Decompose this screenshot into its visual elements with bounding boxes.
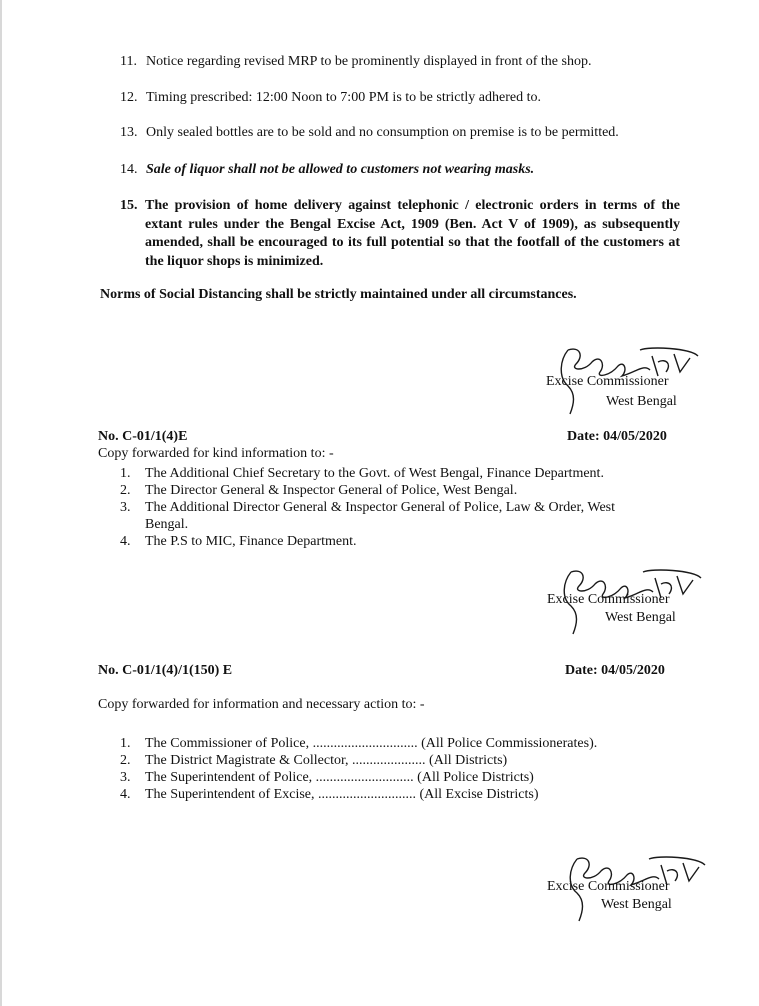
rule-number: 14. (120, 162, 138, 177)
memo-1-list (120, 465, 615, 550)
memo-2-list (120, 735, 597, 803)
list-item (120, 499, 615, 516)
list-number: 4. (120, 534, 131, 549)
signature-place: West Bengal (606, 394, 677, 409)
signature-designation: Excise Commissioner (547, 879, 670, 894)
list-text: Bengal. (145, 517, 189, 532)
rule-11 (120, 53, 591, 71)
rule-number: 11. (120, 54, 137, 69)
rule-13 (120, 124, 619, 142)
list-item (120, 786, 597, 803)
list-item (120, 769, 597, 786)
list-number: 3. (120, 770, 131, 785)
signature-designation: Excise Commissioner (547, 592, 670, 607)
list-item (120, 465, 615, 482)
rule-number: 13. (120, 125, 138, 140)
list-number: 3. (120, 500, 131, 515)
rule-15 (120, 197, 680, 271)
signature-place: West Bengal (605, 610, 676, 625)
list-text: The Superintendent of Excise, ............................ (All Excise Districts) (145, 787, 539, 802)
rule-text: Sale of liquor shall not be allowed to customers not wearing masks. (146, 162, 535, 177)
rule-14 (120, 161, 534, 179)
list-number: 1. (120, 466, 131, 481)
list-number: 1. (120, 736, 131, 751)
signature-block-1 (540, 342, 710, 412)
signature-block-3 (543, 855, 713, 925)
list-text: The Director General & Inspector General of Police, West Bengal. (145, 483, 518, 498)
signature-block-2 (543, 566, 713, 636)
rule-text: Timing prescribed: 12:00 Noon to 7:00 PM is to be strictly adhered to. (146, 90, 541, 105)
signature-designation: Excise Commissioner (546, 374, 669, 389)
rule-number: 15. (120, 198, 138, 213)
list-item (120, 752, 597, 769)
memo-2-number: No. C-01/1(4)/1(150) E (98, 663, 233, 678)
norms-statement: Norms of Social Distancing shall be strictly maintained under all circumstances. (100, 287, 577, 302)
list-text: The Additional Director General & Inspector General of Police, Law & Order, West (145, 500, 616, 515)
list-text: The Commissioner of Police, .............................. (All Police Commissionerates). (145, 736, 598, 751)
list-item (120, 735, 597, 752)
list-text: The District Magistrate & Collector, ..................... (All Districts) (145, 753, 508, 768)
signature-scribble (543, 855, 713, 935)
list-text: The Additional Chief Secretary to the Govt. of West Bengal, Finance Department. (145, 466, 604, 481)
list-item (120, 533, 615, 550)
memo-1-intro: Copy forwarded for kind information to: - (98, 446, 334, 461)
memo-1-date: Date: 04/05/2020 (567, 429, 667, 444)
list-number: 2. (120, 483, 131, 498)
list-item-continuation (120, 516, 615, 533)
list-text: The P.S to MIC, Finance Department. (145, 534, 357, 549)
rule-text: The provision of home delivery against telephonic / electronic orders in terms of the extant rules under the Bengal Excise Act, 1909 (Ben. Act V of 1909), as subsequently amended, shall be encouraged to its full potential so that the footfall of the customers at the liquor shops is minimized. (145, 198, 680, 269)
list-number: 4. (120, 787, 131, 802)
rule-12 (120, 89, 541, 107)
rule-number: 12. (120, 90, 138, 105)
list-number: 2. (120, 753, 131, 768)
signature-place: West Bengal (601, 897, 672, 912)
rule-text: Notice regarding revised MRP to be prominently displayed in front of the shop. (146, 54, 592, 69)
page-edge (0, 0, 2, 1006)
list-item (120, 482, 615, 499)
memo-2-intro: Copy forwarded for information and necessary action to: - (98, 697, 425, 712)
rule-text: Only sealed bottles are to be sold and no consumption on premise is to be permitted. (146, 125, 619, 140)
memo-1-number: No. C-01/1(4)E (98, 429, 188, 444)
memo-2-date: Date: 04/05/2020 (565, 663, 665, 678)
list-text: The Superintendent of Police, ............................ (All Police Districts) (145, 770, 534, 785)
